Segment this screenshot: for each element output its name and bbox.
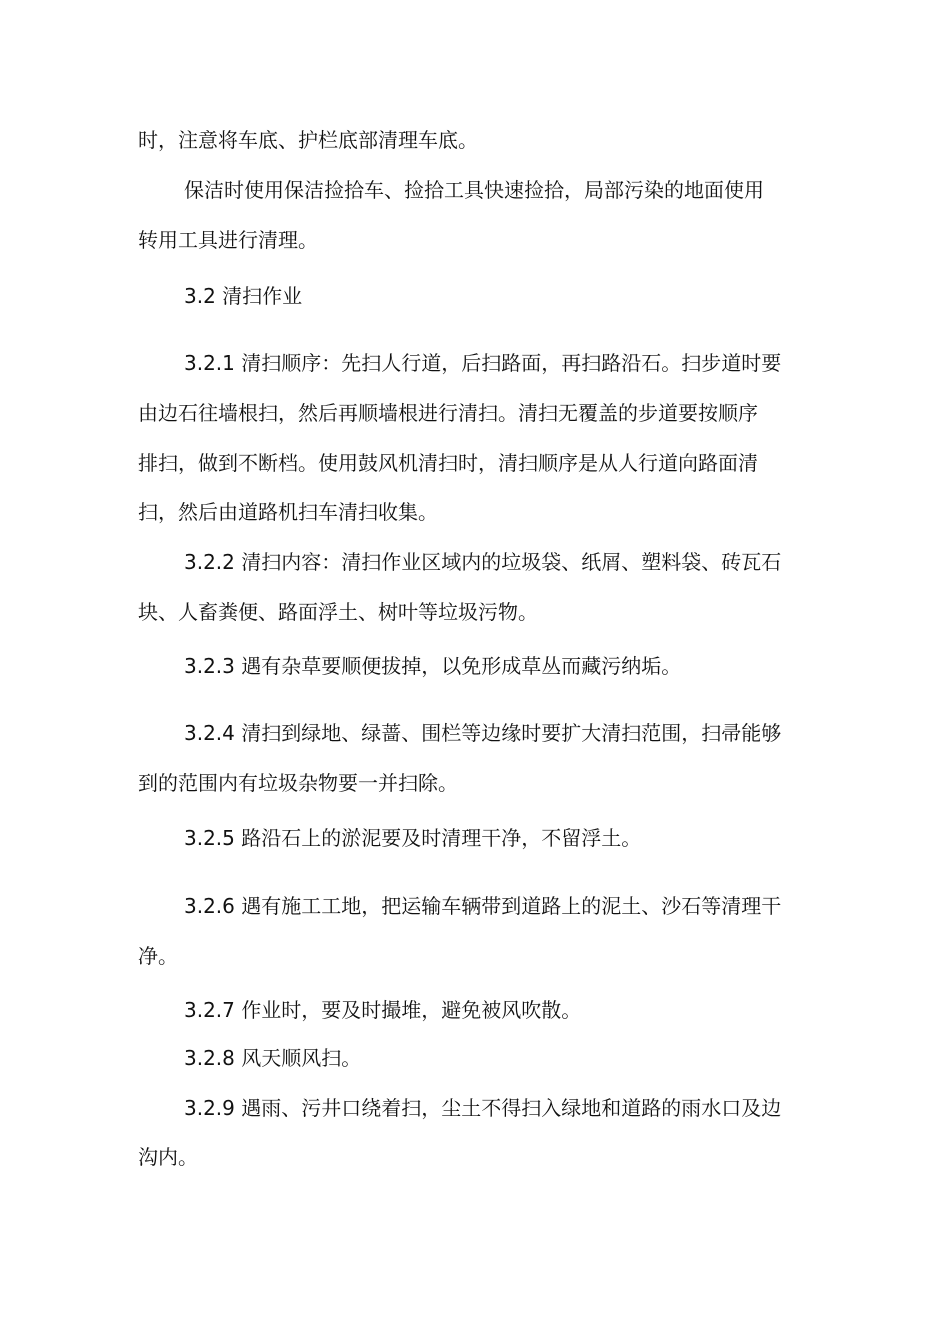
section-heading: 3.2 清扫作业 [184,284,303,308]
text-line: 3.2.8 风天顺风扫。 [184,1046,362,1070]
text-line: 3.2.6 遇有施工工地，把运输车辆带到道路上的泥土、沙石等清理干 [184,894,782,918]
text-line: 3.2.9 遇雨、污井口绕着扫，尘土不得扫入绿地和道路的雨水口及边 [184,1096,782,1120]
text-line: 保洁时使用保洁捡拾车、捡拾工具快速捡拾，局部污染的地面使用 [184,178,764,202]
text-line: 沟内。 [138,1145,198,1169]
text-line: 3.2.1 清扫顺序：先扫人行道，后扫路面，再扫路沿石。扫步道时要 [184,351,782,375]
text-line: 扫，然后由道路机扫车清扫收集。 [138,500,438,524]
text-line: 由边石往墙根扫，然后再顺墙根进行清扫。清扫无覆盖的步道要按顺序 [138,401,758,425]
text-line: 块、人畜粪便、路面浮土、树叶等垃圾污物。 [138,600,538,624]
text-line: 时，注意将车底、护栏底部清理车底。 [138,128,478,152]
text-line: 转用工具进行清理。 [138,228,318,252]
text-line: 3.2.3 遇有杂草要顺便拔掉，以免形成草丛而藏污纳垢。 [184,654,682,678]
text-line: 净。 [138,944,178,968]
text-line: 到的范围内有垃圾杂物要一并扫除。 [138,771,458,795]
text-line: 3.2.2 清扫内容：清扫作业区域内的垃圾袋、纸屑、塑料袋、砖瓦石 [184,550,782,574]
text-line: 3.2.5 路沿石上的淤泥要及时清理干净，不留浮土。 [184,826,642,850]
text-line: 排扫，做到不断档。使用鼓风机清扫时，清扫顺序是从人行道向路面清 [138,451,758,475]
text-line: 3.2.4 清扫到绿地、绿蔷、围栏等边缘时要扩大清扫范围，扫帚能够 [184,721,782,745]
text-line: 3.2.7 作业时，要及时撮堆，避免被风吹散。 [184,998,582,1022]
